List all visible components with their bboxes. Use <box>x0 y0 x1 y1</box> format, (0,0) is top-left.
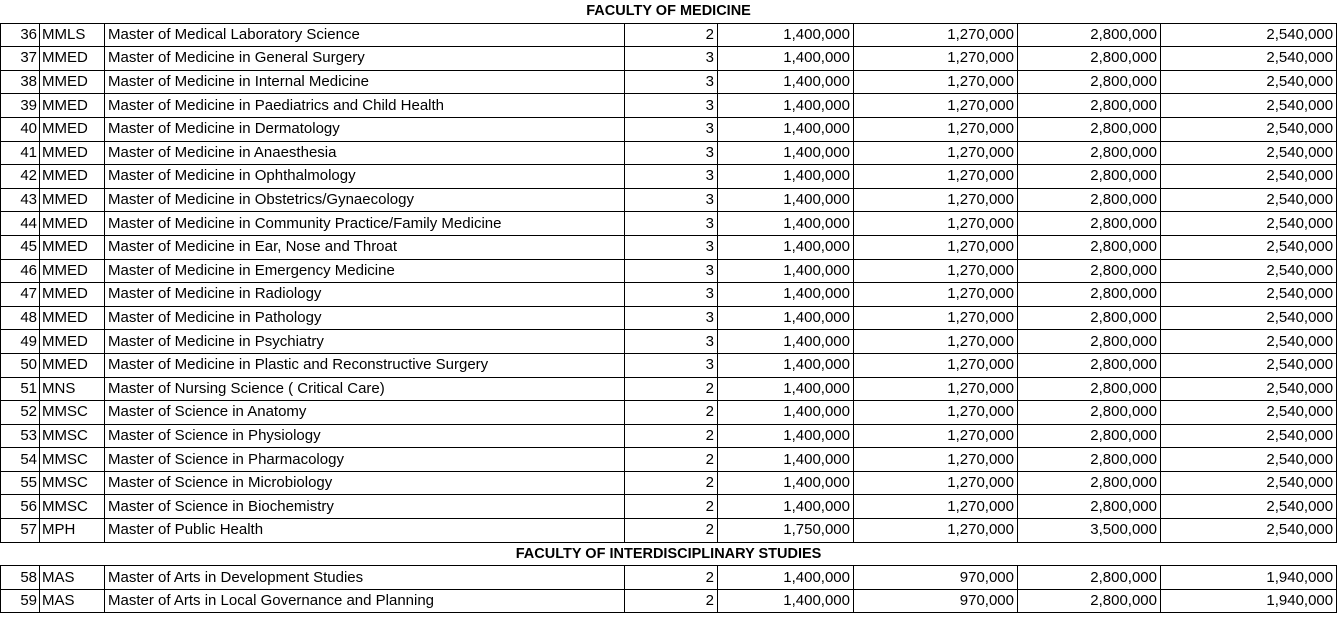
programme-code: MMSC <box>40 401 105 425</box>
fee-column-1: 1,400,000 <box>718 448 854 472</box>
row-number: 59 <box>1 589 40 613</box>
duration-years: 3 <box>625 47 718 71</box>
table-row <box>1 23 1337 47</box>
table-row <box>1 47 1337 71</box>
fee-column-3: 2,800,000 <box>1018 47 1161 71</box>
row-number: 49 <box>1 330 40 354</box>
programme-code: MMED <box>40 259 105 283</box>
fee-column-4: 2,540,000 <box>1161 471 1337 495</box>
row-number: 44 <box>1 212 40 236</box>
fee-column-4: 2,540,000 <box>1161 353 1337 377</box>
table-row <box>1 353 1337 377</box>
fee-column-3: 2,800,000 <box>1018 401 1161 425</box>
table-row <box>1 212 1337 236</box>
row-number: 41 <box>1 141 40 165</box>
programme-code: MMED <box>40 283 105 307</box>
fee-column-2: 970,000 <box>854 566 1018 590</box>
duration-years: 3 <box>625 353 718 377</box>
fee-column-2: 1,270,000 <box>854 519 1018 543</box>
programme-name: Master of Science in Anatomy <box>105 401 625 425</box>
programme-name: Master of Medicine in Paediatrics and Child Health <box>105 94 625 118</box>
row-number: 52 <box>1 401 40 425</box>
programme-name: Master of Public Health <box>105 519 625 543</box>
duration-years: 2 <box>625 23 718 47</box>
duration-years: 3 <box>625 70 718 94</box>
fee-column-4: 2,540,000 <box>1161 306 1337 330</box>
fee-column-4: 2,540,000 <box>1161 448 1337 472</box>
duration-years: 3 <box>625 235 718 259</box>
programme-code: MMED <box>40 141 105 165</box>
table-row <box>1 306 1337 330</box>
fee-column-4: 2,540,000 <box>1161 165 1337 189</box>
fee-column-2: 1,270,000 <box>854 401 1018 425</box>
fee-column-3: 2,800,000 <box>1018 165 1161 189</box>
table-row <box>1 235 1337 259</box>
row-number: 46 <box>1 259 40 283</box>
duration-years: 3 <box>625 188 718 212</box>
programme-code: MMSC <box>40 448 105 472</box>
duration-years: 2 <box>625 566 718 590</box>
fee-column-3: 2,800,000 <box>1018 377 1161 401</box>
programme-code: MMSC <box>40 471 105 495</box>
fee-column-2: 1,270,000 <box>854 94 1018 118</box>
fee-column-2: 1,270,000 <box>854 424 1018 448</box>
duration-years: 3 <box>625 117 718 141</box>
section-header-row <box>1 542 1337 566</box>
fee-column-1: 1,750,000 <box>718 519 854 543</box>
fee-column-3: 2,800,000 <box>1018 330 1161 354</box>
row-number: 55 <box>1 471 40 495</box>
fee-column-1: 1,400,000 <box>718 495 854 519</box>
fee-column-1: 1,400,000 <box>718 306 854 330</box>
fee-column-3: 3,500,000 <box>1018 519 1161 543</box>
fee-column-3: 2,800,000 <box>1018 235 1161 259</box>
fee-column-2: 1,270,000 <box>854 330 1018 354</box>
fee-column-4: 2,540,000 <box>1161 94 1337 118</box>
programme-code: MMED <box>40 188 105 212</box>
fee-column-1: 1,400,000 <box>718 566 854 590</box>
row-number: 36 <box>1 23 40 47</box>
row-number: 39 <box>1 94 40 118</box>
row-number: 53 <box>1 424 40 448</box>
duration-years: 2 <box>625 424 718 448</box>
programme-name: Master of Medicine in Ophthalmology <box>105 165 625 189</box>
fee-column-4: 2,540,000 <box>1161 259 1337 283</box>
programme-code: MAS <box>40 566 105 590</box>
fee-column-1: 1,400,000 <box>718 377 854 401</box>
fee-column-3: 2,800,000 <box>1018 70 1161 94</box>
programme-code: MMED <box>40 306 105 330</box>
programme-code: MMED <box>40 117 105 141</box>
programme-name: Master of Medicine in Obstetrics/Gynaecology <box>105 188 625 212</box>
duration-years: 3 <box>625 165 718 189</box>
fee-column-3: 2,800,000 <box>1018 117 1161 141</box>
duration-years: 3 <box>625 259 718 283</box>
fee-column-4: 2,540,000 <box>1161 141 1337 165</box>
fee-column-2: 1,270,000 <box>854 306 1018 330</box>
row-number: 37 <box>1 47 40 71</box>
fee-column-3: 2,800,000 <box>1018 188 1161 212</box>
duration-years: 3 <box>625 306 718 330</box>
fee-column-4: 2,540,000 <box>1161 519 1337 543</box>
duration-years: 3 <box>625 212 718 236</box>
programme-name: Master of Medicine in Pathology <box>105 306 625 330</box>
fee-column-3: 2,800,000 <box>1018 141 1161 165</box>
programme-name: Master of Medicine in Anaesthesia <box>105 141 625 165</box>
fee-column-4: 2,540,000 <box>1161 117 1337 141</box>
table-row <box>1 330 1337 354</box>
fee-column-3: 2,800,000 <box>1018 306 1161 330</box>
fee-column-1: 1,400,000 <box>718 212 854 236</box>
section-title: FACULTY OF MEDICINE <box>586 3 751 20</box>
programme-name: Master of Medicine in General Surgery <box>105 47 625 71</box>
programme-name: Master of Science in Microbiology <box>105 471 625 495</box>
row-number: 47 <box>1 283 40 307</box>
fee-column-2: 1,270,000 <box>854 283 1018 307</box>
row-number: 48 <box>1 306 40 330</box>
programme-code: MMED <box>40 330 105 354</box>
fee-column-4: 2,540,000 <box>1161 212 1337 236</box>
fee-column-1: 1,400,000 <box>718 165 854 189</box>
programme-name: Master of Nursing Science ( Critical Care) <box>105 377 625 401</box>
fee-table-body <box>1 0 1337 613</box>
duration-years: 3 <box>625 330 718 354</box>
row-number: 43 <box>1 188 40 212</box>
fee-column-2: 1,270,000 <box>854 471 1018 495</box>
table-row <box>1 589 1337 613</box>
fee-column-1: 1,400,000 <box>718 259 854 283</box>
programme-code: MMED <box>40 212 105 236</box>
programme-code: MAS <box>40 589 105 613</box>
programme-name: Master of Medical Laboratory Science <box>105 23 625 47</box>
fee-column-3: 2,800,000 <box>1018 589 1161 613</box>
table-row <box>1 283 1337 307</box>
programme-code: MMED <box>40 165 105 189</box>
fee-column-1: 1,400,000 <box>718 424 854 448</box>
programme-name: Master of Medicine in Community Practice/Family Medicine <box>105 212 625 236</box>
duration-years: 3 <box>625 94 718 118</box>
programme-name: Master of Medicine in Emergency Medicine <box>105 259 625 283</box>
programme-code: MMED <box>40 47 105 71</box>
fee-column-2: 1,270,000 <box>854 165 1018 189</box>
fee-column-3: 2,800,000 <box>1018 566 1161 590</box>
duration-years: 2 <box>625 377 718 401</box>
programme-name: Master of Medicine in Ear, Nose and Throat <box>105 235 625 259</box>
fee-column-3: 2,800,000 <box>1018 94 1161 118</box>
row-number: 51 <box>1 377 40 401</box>
fee-column-3: 2,800,000 <box>1018 283 1161 307</box>
duration-years: 3 <box>625 141 718 165</box>
fee-column-4: 1,940,000 <box>1161 566 1337 590</box>
fee-column-1: 1,400,000 <box>718 23 854 47</box>
fee-column-2: 1,270,000 <box>854 117 1018 141</box>
fee-column-2: 1,270,000 <box>854 448 1018 472</box>
section-header-row <box>1 0 1337 23</box>
fee-column-1: 1,400,000 <box>718 401 854 425</box>
fee-column-2: 1,270,000 <box>854 188 1018 212</box>
fee-column-3: 2,800,000 <box>1018 424 1161 448</box>
fee-column-2: 1,270,000 <box>854 23 1018 47</box>
fee-column-1: 1,400,000 <box>718 589 854 613</box>
fee-column-2: 1,270,000 <box>854 70 1018 94</box>
programme-code: MMSC <box>40 495 105 519</box>
fee-column-2: 1,270,000 <box>854 212 1018 236</box>
fee-column-2: 1,270,000 <box>854 353 1018 377</box>
programme-name: Master of Medicine in Internal Medicine <box>105 70 625 94</box>
row-number: 45 <box>1 235 40 259</box>
fee-column-1: 1,400,000 <box>718 117 854 141</box>
fee-column-4: 2,540,000 <box>1161 401 1337 425</box>
fee-column-2: 970,000 <box>854 589 1018 613</box>
duration-years: 2 <box>625 495 718 519</box>
programme-name: Master of Arts in Development Studies <box>105 566 625 590</box>
fee-column-4: 2,540,000 <box>1161 188 1337 212</box>
row-number: 54 <box>1 448 40 472</box>
fee-column-4: 2,540,000 <box>1161 495 1337 519</box>
table-row <box>1 519 1337 543</box>
duration-years: 2 <box>625 401 718 425</box>
fee-column-1: 1,400,000 <box>718 47 854 71</box>
fee-column-1: 1,400,000 <box>718 141 854 165</box>
programme-code: MMLS <box>40 23 105 47</box>
fee-column-4: 2,540,000 <box>1161 235 1337 259</box>
fee-column-1: 1,400,000 <box>718 94 854 118</box>
fee-column-2: 1,270,000 <box>854 259 1018 283</box>
fee-column-2: 1,270,000 <box>854 235 1018 259</box>
table-row <box>1 70 1337 94</box>
programme-name: Master of Science in Biochemistry <box>105 495 625 519</box>
duration-years: 2 <box>625 471 718 495</box>
programme-name: Master of Medicine in Dermatology <box>105 117 625 141</box>
fee-column-4: 1,940,000 <box>1161 589 1337 613</box>
section-title: FACULTY OF INTERDISCIPLINARY STUDIES <box>515 545 822 562</box>
row-number: 50 <box>1 353 40 377</box>
fee-column-3: 2,800,000 <box>1018 448 1161 472</box>
programme-code: MNS <box>40 377 105 401</box>
fee-column-1: 1,400,000 <box>718 283 854 307</box>
table-row <box>1 495 1337 519</box>
fee-column-3: 2,800,000 <box>1018 23 1161 47</box>
fee-column-2: 1,270,000 <box>854 495 1018 519</box>
fee-column-3: 2,800,000 <box>1018 471 1161 495</box>
row-number: 38 <box>1 70 40 94</box>
fee-column-4: 2,540,000 <box>1161 377 1337 401</box>
table-row <box>1 94 1337 118</box>
table-row <box>1 448 1337 472</box>
row-number: 40 <box>1 117 40 141</box>
fee-column-1: 1,400,000 <box>718 330 854 354</box>
fee-column-4: 2,540,000 <box>1161 283 1337 307</box>
fee-column-1: 1,400,000 <box>718 70 854 94</box>
table-row <box>1 377 1337 401</box>
row-number: 42 <box>1 165 40 189</box>
programme-name: Master of Science in Physiology <box>105 424 625 448</box>
table-row <box>1 259 1337 283</box>
table-row <box>1 188 1337 212</box>
row-number: 57 <box>1 519 40 543</box>
programme-code: MMED <box>40 235 105 259</box>
fee-column-2: 1,270,000 <box>854 47 1018 71</box>
table-row <box>1 471 1337 495</box>
fee-column-2: 1,270,000 <box>854 377 1018 401</box>
fee-column-3: 2,800,000 <box>1018 212 1161 236</box>
fee-column-3: 2,800,000 <box>1018 259 1161 283</box>
programme-code: MPH <box>40 519 105 543</box>
programme-code: MMED <box>40 94 105 118</box>
programme-name: Master of Arts in Local Governance and Planning <box>105 589 625 613</box>
table-row <box>1 141 1337 165</box>
row-number: 56 <box>1 495 40 519</box>
fee-column-1: 1,400,000 <box>718 188 854 212</box>
fee-column-4: 2,540,000 <box>1161 424 1337 448</box>
fee-column-3: 2,800,000 <box>1018 495 1161 519</box>
table-row <box>1 566 1337 590</box>
programme-code: MMSC <box>40 424 105 448</box>
programme-name: Master of Science in Pharmacology <box>105 448 625 472</box>
programme-code: MMED <box>40 70 105 94</box>
fee-column-1: 1,400,000 <box>718 235 854 259</box>
fee-column-4: 2,540,000 <box>1161 23 1337 47</box>
fee-column-1: 1,400,000 <box>718 353 854 377</box>
table-row <box>1 401 1337 425</box>
duration-years: 2 <box>625 448 718 472</box>
table-row <box>1 424 1337 448</box>
fee-column-4: 2,540,000 <box>1161 70 1337 94</box>
programme-name: Master of Medicine in Radiology <box>105 283 625 307</box>
duration-years: 2 <box>625 519 718 543</box>
duration-years: 2 <box>625 589 718 613</box>
table-row <box>1 117 1337 141</box>
fee-column-1: 1,400,000 <box>718 471 854 495</box>
programme-name: Master of Medicine in Psychiatry <box>105 330 625 354</box>
fee-column-3: 2,800,000 <box>1018 353 1161 377</box>
programme-name: Master of Medicine in Plastic and Reconstructive Surgery <box>105 353 625 377</box>
row-number: 58 <box>1 566 40 590</box>
programme-code: MMED <box>40 353 105 377</box>
fee-column-2: 1,270,000 <box>854 141 1018 165</box>
duration-years: 3 <box>625 283 718 307</box>
fee-column-4: 2,540,000 <box>1161 47 1337 71</box>
table-row <box>1 165 1337 189</box>
fee-column-4: 2,540,000 <box>1161 330 1337 354</box>
